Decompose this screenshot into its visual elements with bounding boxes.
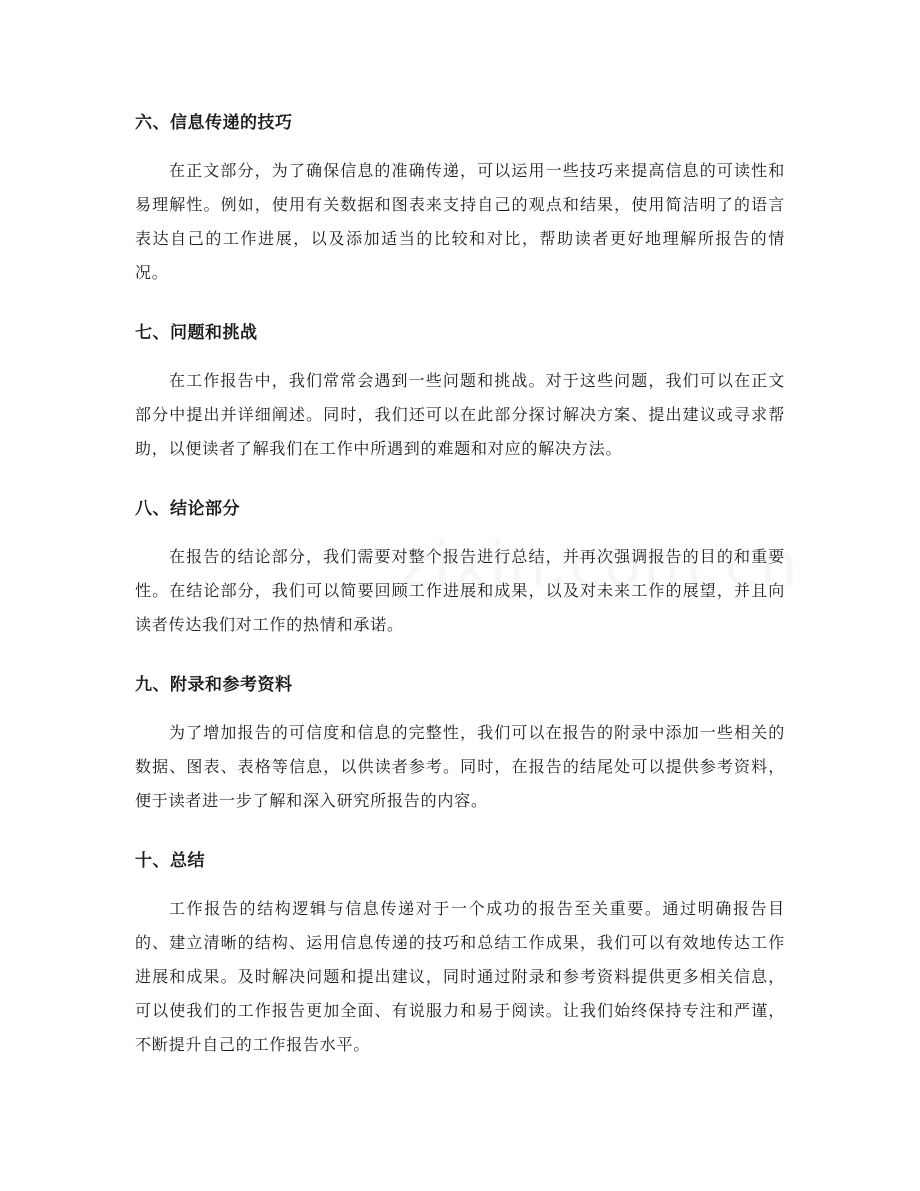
section-10: [135, 844, 785, 1062]
section-9: [135, 668, 785, 818]
section-paragraph: 工作报告的结构逻辑与信息传递对于一个成功的报告至关重要。通过明确报告目的、建立清晰的结构、运用信息传递的技巧和总结工作成果，我们可以有效地传达工作进展和成果。及时解决问题和提出建议，同时通过附录和参考资料提供更多相关信息，可以使我们的工作报告更加全面、有说服力和易于阅读。让我们始终保持专注和严谨，不断提升自己的工作报告水平。: [135, 899, 785, 1054]
document-body: [135, 106, 785, 1088]
section-heading: 十、总结: [135, 851, 205, 871]
section-paragraph: 在正文部分，为了确保信息的准确传递，可以运用一些技巧来提高信息的可读性和易理解性。例如，使用有关数据和图表来支持自己的观点和结果，使用简洁明了的语言表达自己的工作进展，以及添加适当的比较和对比，帮助读者更好地理解所报告的情况。: [135, 161, 785, 282]
section-heading: 八、结论部分: [135, 499, 240, 519]
section-heading: 七、问题和挑战: [135, 323, 258, 343]
section-heading: 六、信息传递的技巧: [135, 113, 293, 133]
section-heading: 九、附录和参考资料: [135, 675, 293, 695]
section-6: [135, 106, 785, 290]
section-8: [135, 492, 785, 642]
section-7: [135, 316, 785, 466]
section-paragraph: 为了增加报告的可信度和信息的完整性，我们可以在报告的附录中添加一些相关的数据、图表、表格等信息，以供读者参考。同时，在报告的结尾处可以提供参考资料，便于读者进一步了解和深入研究所报告的内容。: [135, 723, 785, 810]
section-paragraph: 在工作报告中，我们常常会遇到一些问题和挑战。对于这些问题，我们可以在正文部分中提出并详细阐述。同时，我们还可以在此部分探讨解决方案、提出建议或寻求帮助，以便读者了解我们在工作中所遇到的难题和对应的解决方法。: [135, 371, 785, 458]
section-paragraph: 在报告的结论部分，我们需要对整个报告进行总结，并再次强调报告的目的和重要性。在结论部分，我们可以简要回顾工作进展和成果，以及对未来工作的展望，并且向读者传达我们对工作的热情和承诺。: [135, 547, 785, 634]
